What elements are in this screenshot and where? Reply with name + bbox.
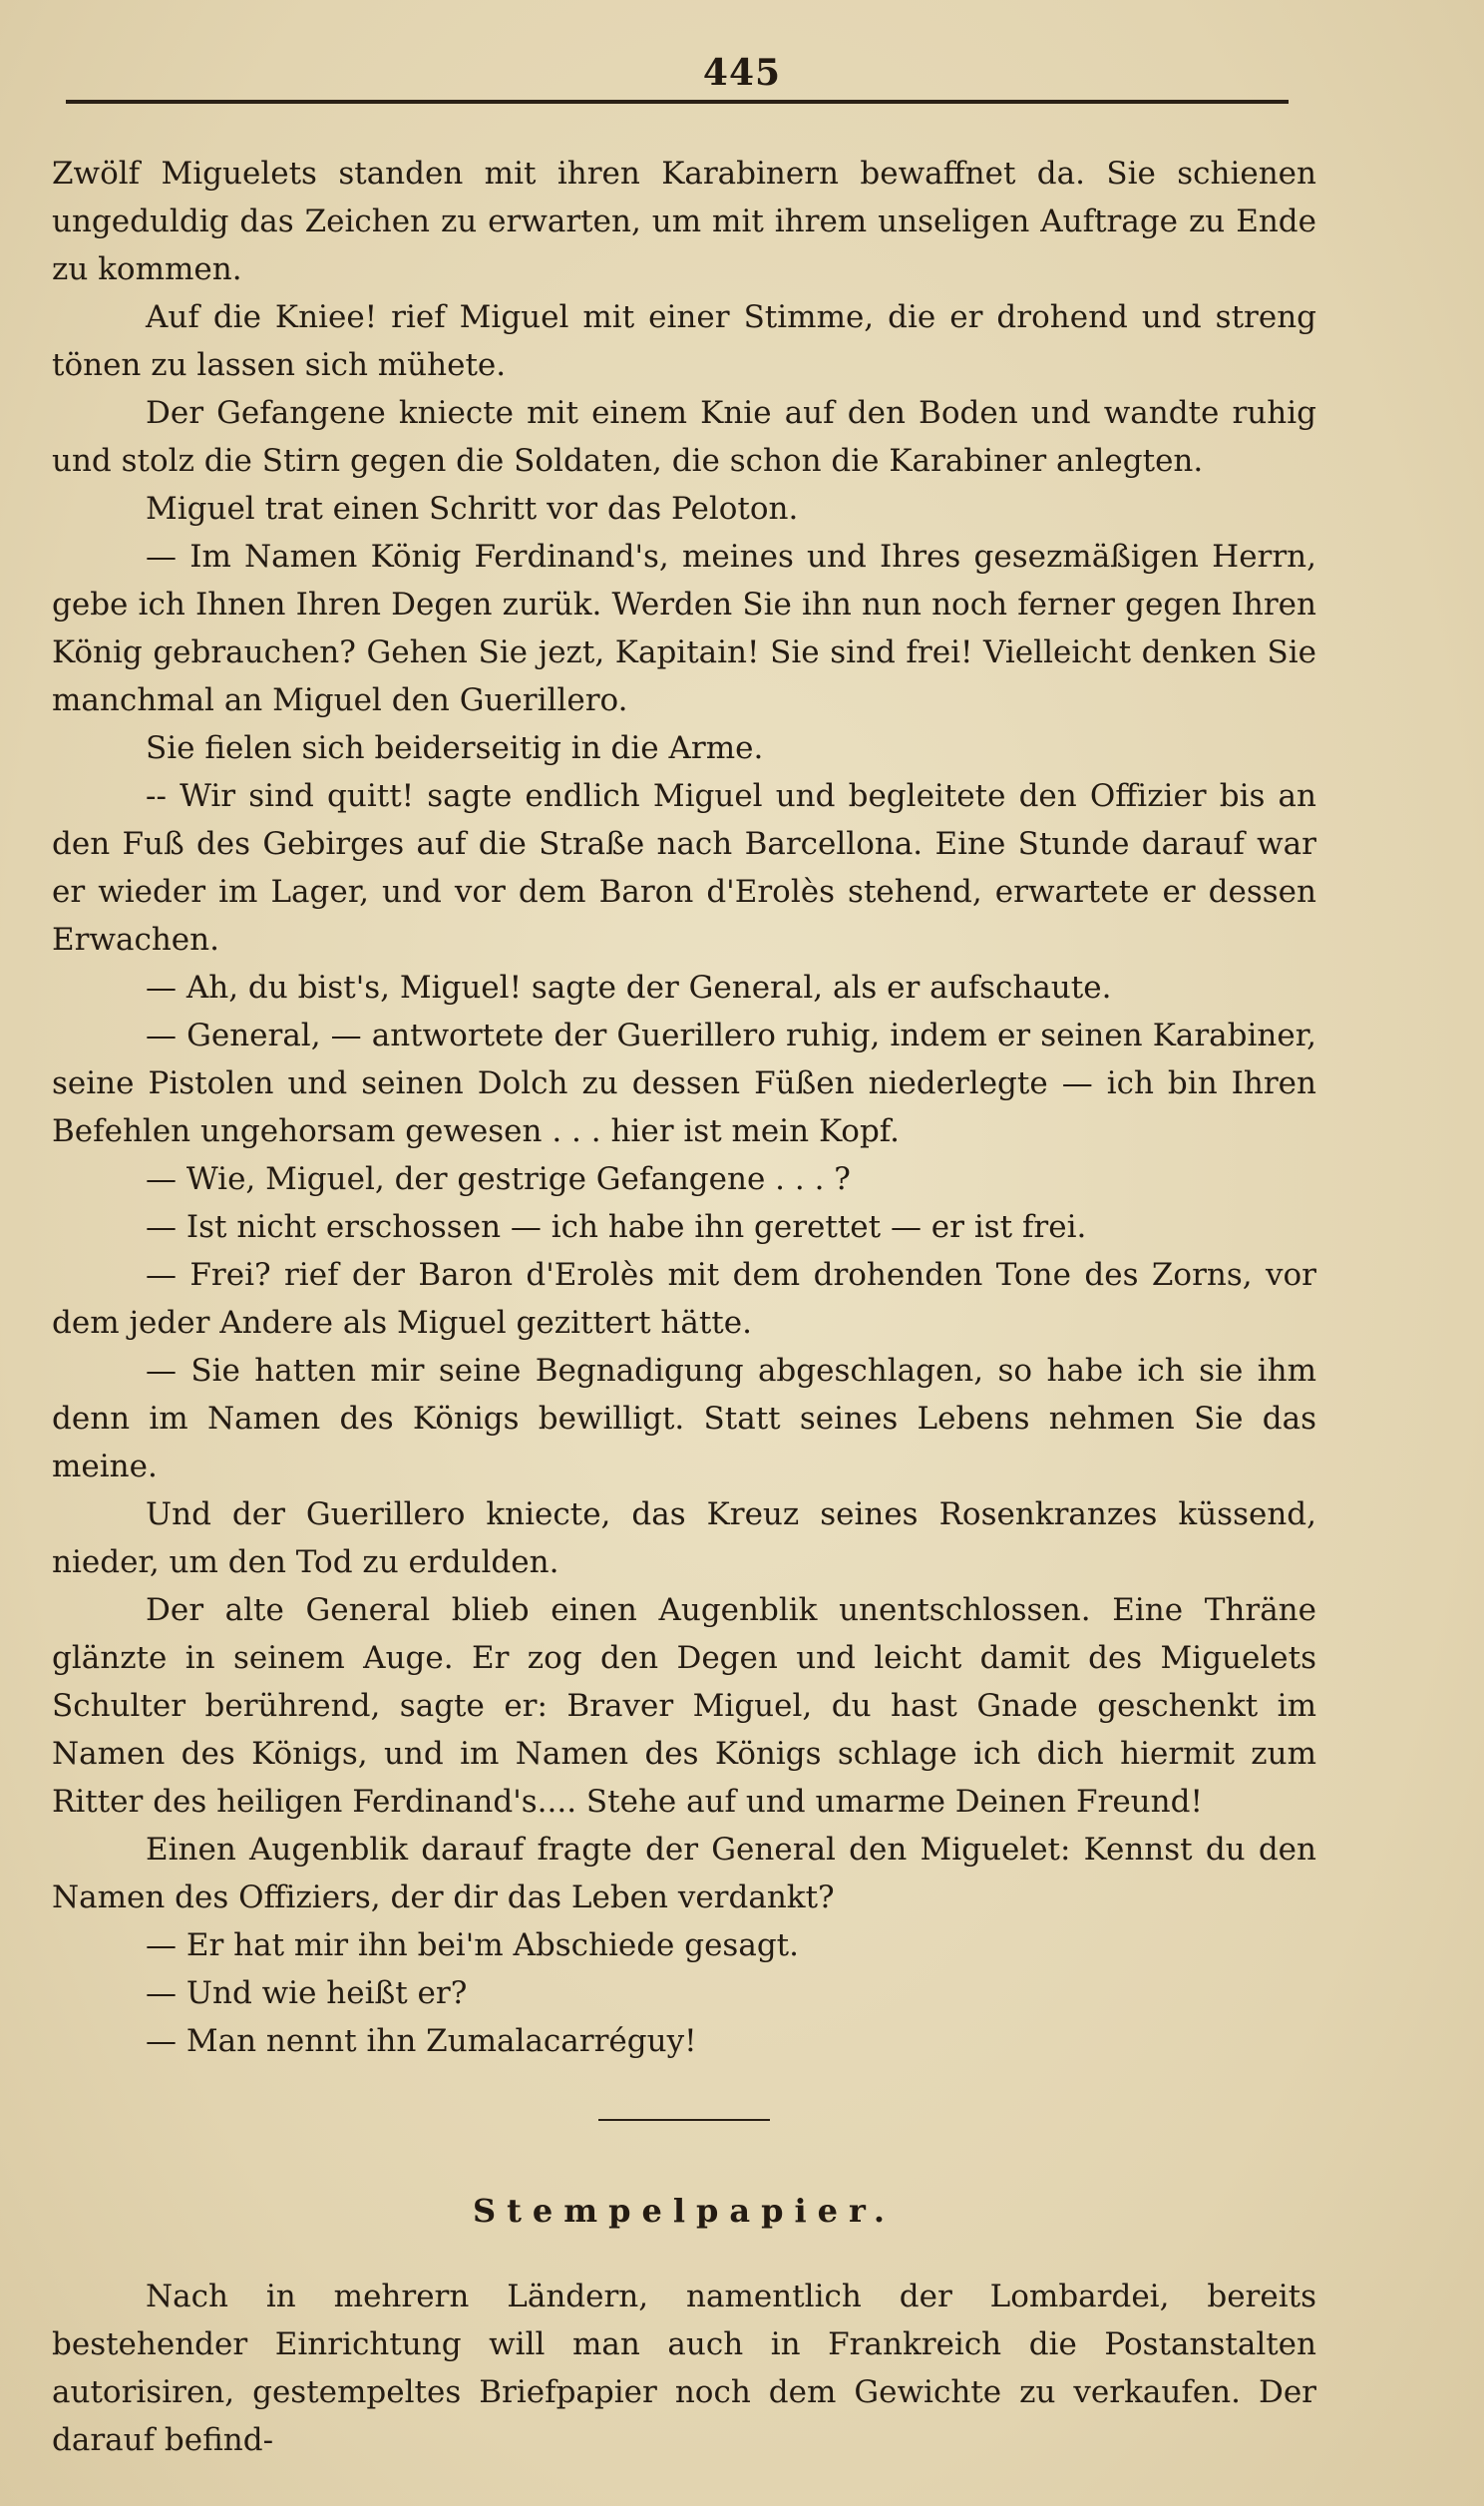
page-number: 445: [702, 52, 782, 94]
paragraph: Der alte General blieb einen Augenblik unentschlossen. Eine Thräne glänzte in seinem Auge. Er zog den Degen und leicht damit des Miguelets Schulter berührend, sagte er: Braver Miguel, du hast Gnade geschenkt im Namen des Königs, und im Namen des Königs schlage ich dich hiermit zum Ritter des heiligen Ferdinand's.... Stehe auf und umarme Deinen Freund!: [52, 1592, 1316, 1820]
section-divider: [598, 2119, 770, 2121]
page-body: [52, 150, 1316, 2464]
paragraph: Miguel trat einen Schritt vor das Peloton.: [146, 491, 799, 527]
paragraph: — Und wie heißt er?: [146, 1975, 468, 2011]
paragraph: Sie fielen sich beiderseitig in die Arme.: [146, 730, 764, 766]
paragraph: — Ist nicht erschossen — ich habe ihn gerettet — er ist frei.: [146, 1209, 1087, 1245]
paragraph: Auf die Kniee! rief Miguel mit einer Stimme, die er drohend und streng tönen zu lassen sich mühete.: [52, 299, 1316, 383]
paragraph: — Sie hatten mir seine Begnadigung abgeschlagen, so habe ich sie ihm denn im Namen des Königs bewilligt. Statt seines Lebens nehmen Sie das meine.: [52, 1353, 1316, 1484]
paragraph: Und der Guerillero kniecte, das Kreuz seines Rosenkranzes küssend, nieder, um den Tod zu erdulden.: [52, 1496, 1316, 1580]
paragraph: — Man nennt ihn Zumalacarréguy!: [146, 2023, 697, 2059]
paragraph: -- Wir sind quitt! sagte endlich Miguel und begleitete den Offizier bis an den Fuß des Gebirges auf die Straße nach Barcellona. Eine Stunde darauf war er wieder im Lager, und vor dem Baron d'Erolès stehend, erwartete er dessen Erwachen.: [52, 778, 1316, 958]
paragraph: Einen Augenblik darauf fragte der General den Miguelet: Kennst du den Namen des Offiziers, der dir das Leben verdankt?: [52, 1832, 1316, 1915]
paragraph: Nach in mehrern Ländern, namentlich der Lombardei, bereits bestehender Einrichtung will man auch in Frankreich die Postanstalten autorisiren, gestempeltes Briefpapier noch dem Gewichte zu verkaufen. Der darauf befind-: [52, 2279, 1316, 2458]
paragraph: Der Gefangene kniecte mit einem Knie auf den Boden und wandte ruhig und stolz die Stirn gegen die Soldaten, die schon die Karabiner anlegten.: [52, 395, 1316, 479]
paragraph: — General, — antwortete der Guerillero ruhig, indem er seinen Karabiner, seine Pistolen und seinen Dolch zu dessen Füßen niederlegte — ich bin Ihren Befehlen ungehorsam gewesen . . . hier ist mein Kopf.: [52, 1018, 1316, 1149]
paragraph: — Wie, Miguel, der gestrige Gefangene . . . ?: [146, 1161, 851, 1197]
story-text: [52, 150, 1316, 2065]
paragraph: — Ah, du bist's, Miguel! sagte der General, als er aufschaute.: [146, 970, 1112, 1006]
paragraph: — Im Namen König Ferdinand's, meines und Ihres gesezmäßigen Herrn, gebe ich Ihnen Ihren Degen zurük. Werden Sie ihn nun noch ferner gegen Ihren König gebrauchen? Gehen Sie jezt, Kapitain! Sie sind frei! Vielleicht denken Sie manchmal an Miguel den Guerillero.: [52, 539, 1316, 718]
paragraph: — Er hat mir ihn bei'm Abschiede gesagt.: [146, 1927, 799, 1963]
paragraph: — Frei? rief der Baron d'Erolès mit dem drohenden Tone des Zorns, vor dem jeder Andere als Miguel gezittert hätte.: [52, 1257, 1316, 1341]
section-text: [52, 2273, 1316, 2464]
header-rule: [66, 100, 1289, 104]
paragraph: Zwölf Miguelets standen mit ihren Karabinern bewaffnet da. Sie schienen ungeduldig das Zeichen zu erwarten, um mit ihrem unseligen Auftrage zu Ende zu kommen.: [52, 156, 1316, 287]
section-heading: Stempelpapier.: [472, 2192, 897, 2230]
